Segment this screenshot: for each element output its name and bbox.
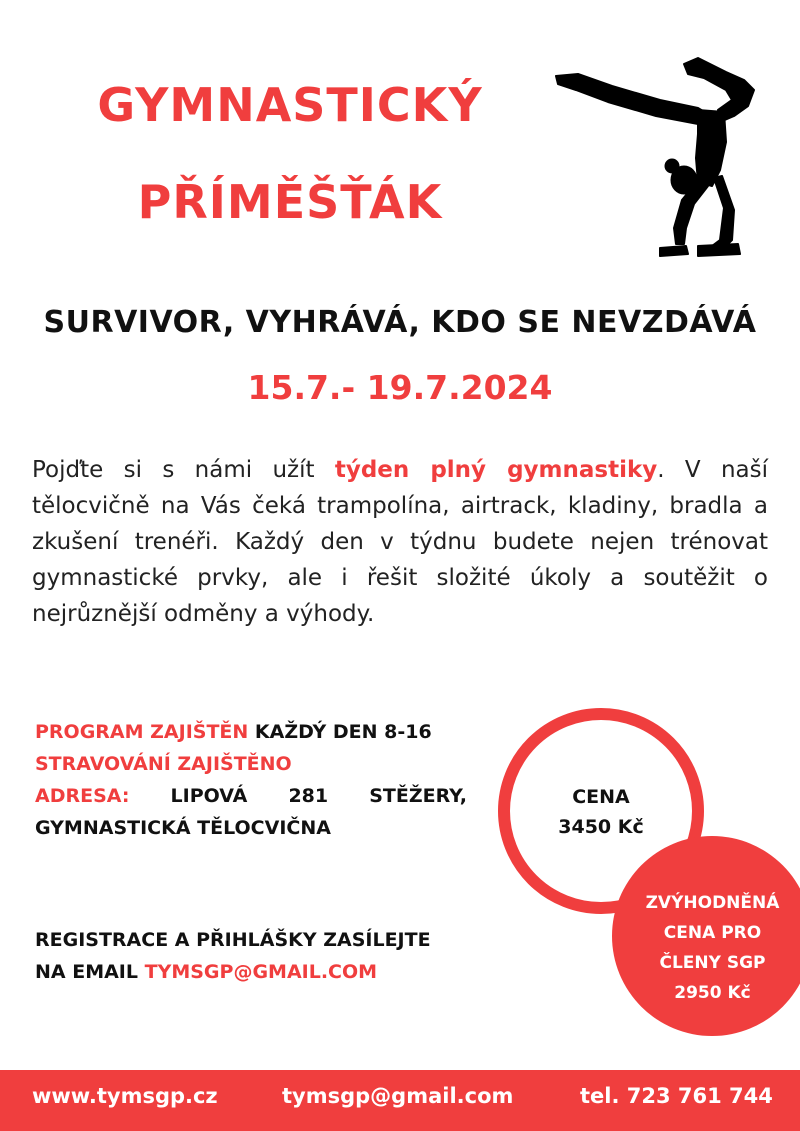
price-value: 3450 Kč <box>558 816 644 838</box>
registration-line-1: REGISTRACE A PŘIHLÁŠKY ZASÍLEJTE <box>35 929 431 951</box>
event-info <box>35 716 467 844</box>
address-value: LIPOVÁ 281 STĚŽERY, <box>129 785 467 807</box>
event-dates: 15.7.- 19.7.2024 <box>247 368 553 407</box>
address-line <box>35 780 467 812</box>
registration-line-2 <box>35 956 495 988</box>
footer-phone[interactable]: tel. 723 761 744 <box>580 1084 773 1108</box>
registration-info <box>35 924 495 988</box>
program-label: PROGRAM ZAJIŠTĚN <box>35 721 249 743</box>
program-line <box>35 716 467 748</box>
registration-email-link[interactable]: TYMSGP@GMAIL.COM <box>144 961 378 983</box>
event-subtitle: SURVIVOR, VYHRÁVÁ, KDO SE NEVZDÁVÁ <box>43 305 757 340</box>
footer-email-link[interactable]: tymsgp@gmail.com <box>282 1084 514 1108</box>
discount-line-1: ZVÝHODNĚNÁ <box>645 893 780 913</box>
page-title-line-2: PŘÍMĚŠŤÁK <box>137 175 443 229</box>
gymnast-handstand-icon <box>548 50 778 262</box>
program-value: KAŽDÝ DEN 8-16 <box>248 721 432 743</box>
address-line-2: GYMNASTICKÁ TĚLOCVIČNA <box>35 817 331 839</box>
page-title-line-1: GYMNASTICKÝ <box>97 78 483 132</box>
footer-website-link[interactable]: www.tymsgp.cz <box>32 1084 218 1108</box>
registration-prefix: NA EMAIL <box>35 961 145 983</box>
intro-highlight: týden plný gymnastiky <box>334 457 658 483</box>
discount-price: 2950 Kč <box>674 983 751 1003</box>
footer-bar <box>0 1070 800 1131</box>
intro-paragraph <box>32 452 768 632</box>
intro-text-start: Pojďte si s námi užít <box>32 457 335 483</box>
food-line: STRAVOVÁNÍ ZAJIŠTĚNO <box>35 753 292 775</box>
price-label: CENA <box>572 786 630 808</box>
discount-line-3: ČLENY SGP <box>659 953 766 973</box>
discount-text <box>625 888 800 1008</box>
discount-line-2: CENA PRO <box>663 923 762 943</box>
address-label: ADRESA: <box>35 785 130 807</box>
price-text <box>498 782 704 842</box>
intro-text-end: . V naší tělocvičně na Vás čeká trampolína, airtrack, kladiny, bradla a zkušení trenéři. Každý den v týdnu budete nejen trénovat gymnastické prvky, ale i řešit složité úkoly a soutěžit o nejrůznější odměny a výhody. <box>32 457 769 627</box>
